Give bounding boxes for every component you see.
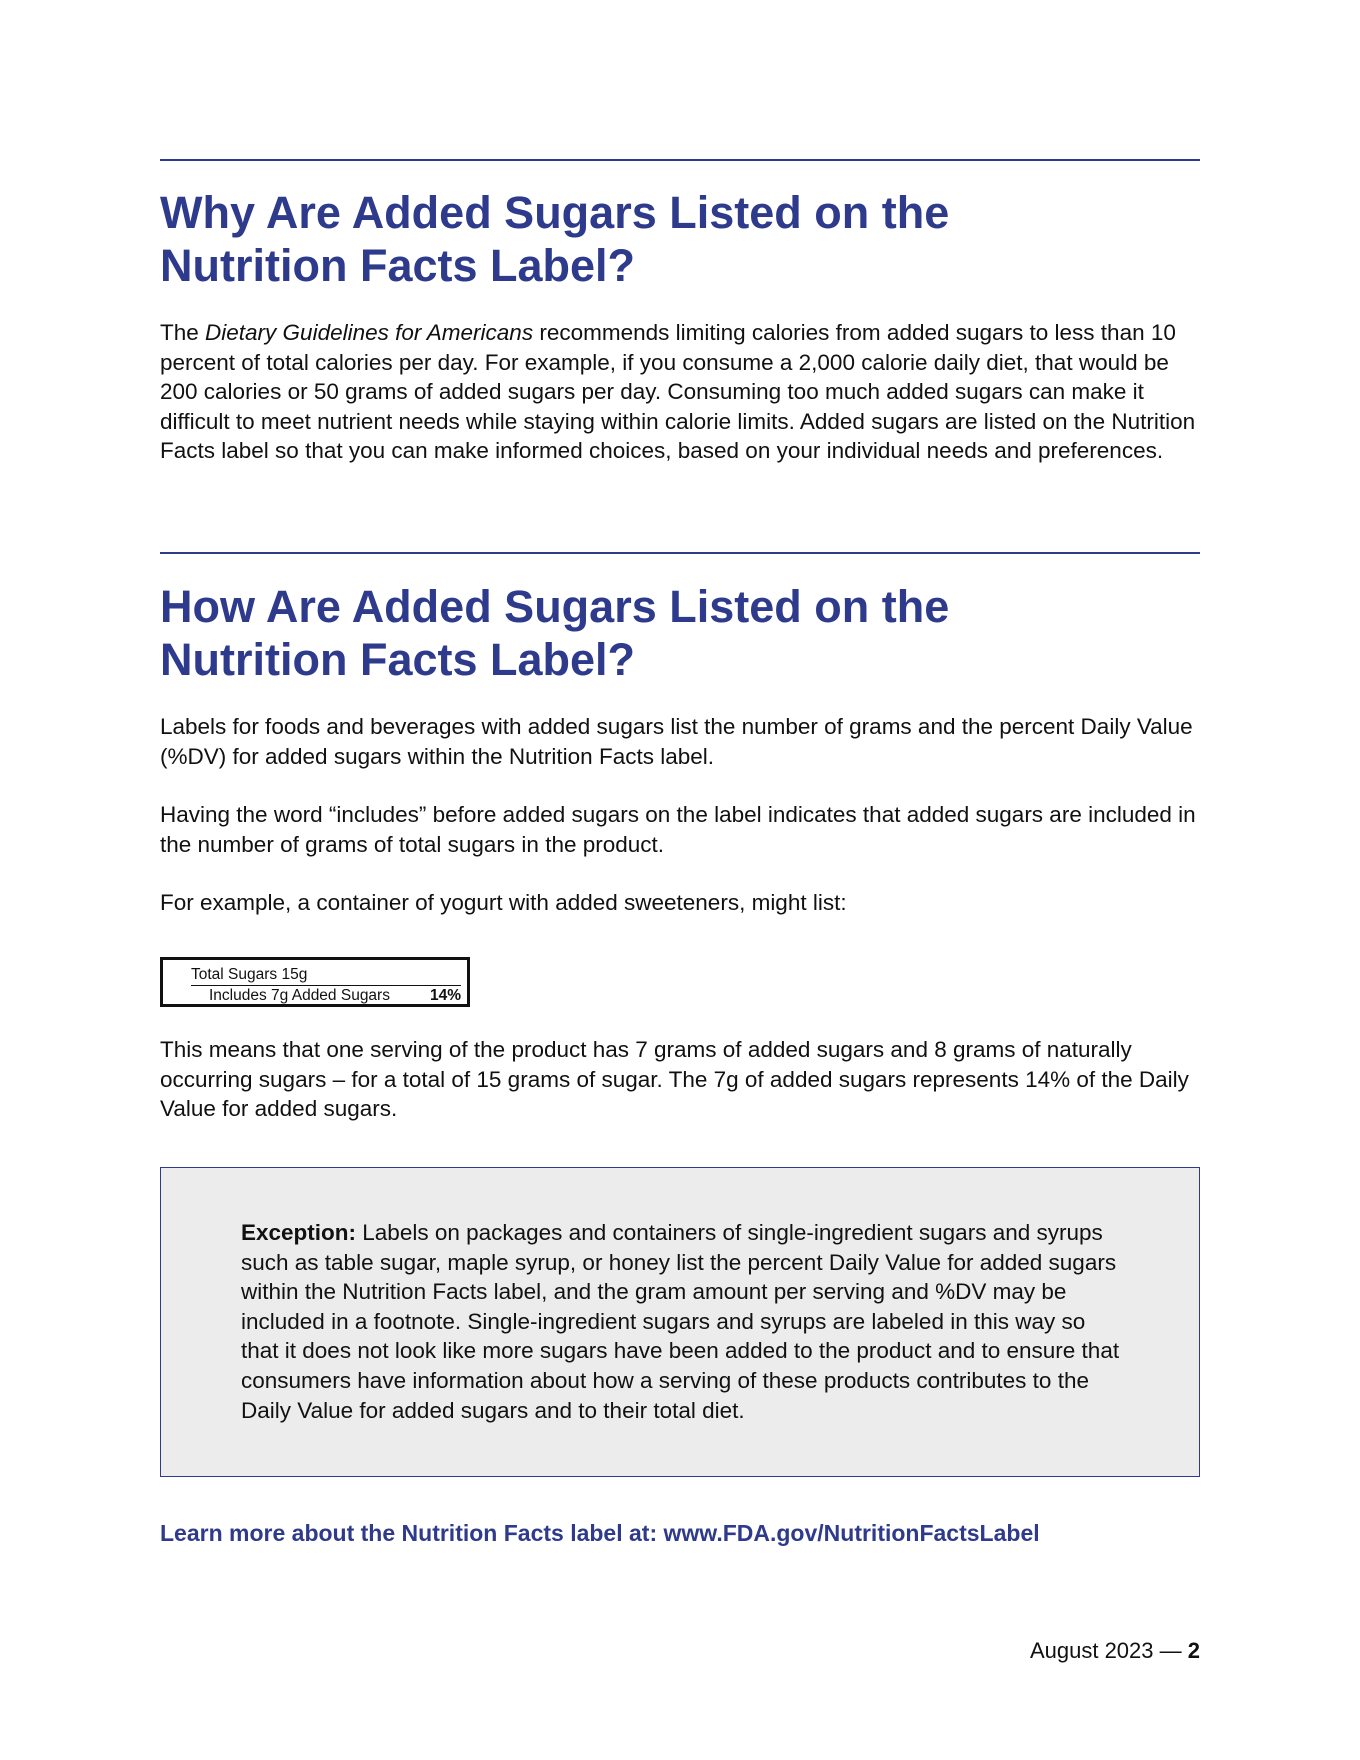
document-page (160, 0, 1200, 1760)
text-run: recommends limiting calories from added sugars to less than 10 percent of total calories per day. For example, if you consume a 2,000 calorie daily diet, that would be 200 calories or 50 grams of added sugars per day. Consuming too much added sugars can make it difficult to meet nutrient needs while staying within calorie limits. Added sugars are listed on the Nutrition Facts label so that you can make informed choices, based on your individual needs and preferences. (160, 320, 1196, 464)
exception-label: Exception: (241, 1220, 357, 1245)
italic-title: Dietary Guidelines for Americans (205, 320, 534, 345)
page-number: 2 (1187, 1638, 1200, 1663)
section-divider (160, 159, 1200, 161)
section-divider (160, 552, 1200, 554)
paragraph-example-explanation: This means that one serving of the product has 7 grams of added sugars and 8 grams of naturally occurring sugars – for a total of 15 grams of sugar. The 7g of added sugars represents 14% of the Daily Value for added sugars. (160, 1037, 1189, 1122)
learn-more-text: Learn more about the Nutrition Facts label at: (160, 1520, 664, 1546)
paragraph-dietary-guidelines (160, 318, 1200, 466)
fda-link[interactable]: www.FDA.gov/NutritionFactsLabel (663, 1520, 1040, 1546)
exception-callout (160, 1167, 1200, 1477)
added-sugars-text: Includes 7g Added Sugars (209, 987, 390, 1004)
heading-line: How Are Added Sugars Listed on the (160, 581, 950, 632)
footer-date: August 2023 — (1029, 1638, 1188, 1663)
text-run: The (160, 320, 206, 345)
total-sugars-row: Total Sugars 15g (191, 965, 461, 986)
section-heading-how (160, 580, 1200, 686)
paragraph-includes: Having the word “includes” before added sugars on the label indicates that added sugars are included in the number of grams of total sugars in the product. (160, 802, 1196, 857)
nutrition-label-excerpt (160, 957, 470, 1007)
added-sugars-row (209, 986, 461, 1005)
learn-more-line (160, 1518, 1200, 1548)
heading-line: Nutrition Facts Label? (160, 634, 636, 685)
exception-body: Labels on packages and containers of single-ingredient sugars and syrups such as table sugar, maple syrup, or honey list the percent Daily Value for added sugars within the Nutrition Facts label, and the gram amount per serving and %DV may be included in a footnote. Single-ingredient sugars and syrups are labeled in this way so that it does not look like more sugars have been added to the product and to ensure that consumers have information about how a serving of these products contributes to the Daily Value for added sugars and to their total diet. (241, 1220, 1120, 1423)
heading-line: Nutrition Facts Label? (160, 240, 636, 291)
heading-line: Why Are Added Sugars Listed on the (160, 187, 950, 238)
added-sugars-dv: 14% (429, 987, 461, 1004)
paragraph-example-intro: For example, a container of yogurt with added sweeteners, might list: (160, 890, 847, 915)
page-footer (1030, 1637, 1200, 1665)
exception-text (241, 1218, 1121, 1425)
section-heading-why (160, 186, 1200, 292)
paragraph-labels-list: Labels for foods and beverages with added sugars list the number of grams and the percent Daily Value (%DV) for added sugars within the Nutrition Facts label. (160, 714, 1193, 769)
